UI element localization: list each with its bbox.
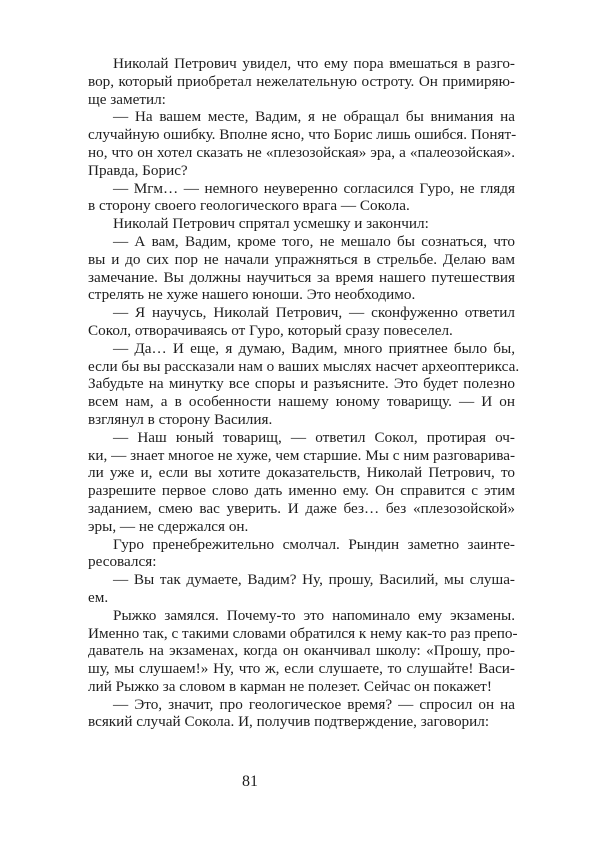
text-line: Рыжко замялся. Почему-то это напоминало ему экзамены. [113,606,515,624]
text-line: эры, — не сдержался он. [88,517,249,535]
text-line: вы и до сих пор не начали упражняться в стрельбе. Делаю вам [88,250,515,268]
text-line: стрелять не хуже нашего юноши. Это необходимо. [88,286,416,304]
text-line: — Вы так думаете, Вадим? Ну, прошу, Василий, мы слуша- [113,571,515,589]
text-line: Правда, Борис? [88,161,188,179]
text-line: ем. [88,588,109,606]
text-line: Сокол, отворачиваясь от Гуро, который сразу повеселел. [88,321,453,339]
text-line: но, что он хотел сказать не «плезозойская» эра, а «палеозойская». [88,143,515,161]
text-line: если бы вы рассказали нам о ваших мыслях насчет археоптерикса. [88,357,520,375]
text-line: Забудьте на минутку все споры и разъясните. Это будет полезно [88,375,515,393]
text-line: Николай Петрович увидел, что ему пора вмешаться в разго- [113,55,515,72]
text-line: заданием, смею вас уверить. И даже без… без «плезозойской» [88,499,515,517]
text-line: всякий случай Сокола. И, получив подтверждение, заговорил: [88,713,490,731]
text-line: — На вашем месте, Вадим, я не обращал бы внимания на [113,108,515,126]
text-line: Николай Петрович спрятал усмешку и закончил: [113,215,429,233]
text-line: взглянул в сторону Василия. [88,410,273,428]
text-line: ще заметил: [88,90,166,108]
text-line: — Это, значит, про геологическое время? — спросил он на [113,695,515,713]
text-line: ресовался: [88,553,157,571]
text-line: ки, — знает многое не хуже, чем старшие. Мы с ним разговарива- [88,446,515,464]
text-line: Именно так, с такими словами обратился к нему как-то раз препо- [88,624,518,642]
text-line: Гуро пренебрежительно смолчал. Рындин заметно заинте- [113,535,515,553]
text-line: замечание. Вы должны научиться за время нашего путешествия [88,268,515,286]
text-line: даватель на экзаменах, когда он оканчивал школу: «Прошу, про- [88,642,515,660]
text-line: — Да… И еще, я думаю, Вадим, много приятнее было бы, [113,339,515,357]
text-line: разрешите первое слово дать именно ему. Он справится с этим [88,482,515,500]
book-page-text [88,55,520,731]
text-line: всем нам, а в особенности нашему юному товарищу. — И он [88,393,515,411]
text-line: лий Рыжко за словом в карман не полезет. Сейчас он покажет! [88,677,492,695]
page-number: 81 [242,773,258,790]
text-line: — Наш юный товарищ, — ответил Сокол, протирая оч- [113,428,515,446]
text-line: шу, мы слушаем!» Ну, что ж, если слушаете, то слушайте! Васи- [88,660,515,678]
text-line: — Мгм… — немного неуверенно согласился Гуро, не глядя [113,179,515,197]
text-line: — А вам, Вадим, кроме того, не мешало бы сознаться, что [113,232,515,250]
text-line: случайную ошибку. Вполне ясно, что Борис лишь ошибся. Понят- [88,126,517,144]
text-line: вор, который приобретал нежелательную остроту. Он примиряю- [88,72,515,90]
text-line: ли уже и, если вы хотите доказательств, Николай Петрович, то [88,464,515,482]
text-line: — Я научусь, Николай Петрович, — сконфуженно ответил [113,304,515,322]
text-line: в сторону своего геологического врага — Сокола. [88,197,410,215]
